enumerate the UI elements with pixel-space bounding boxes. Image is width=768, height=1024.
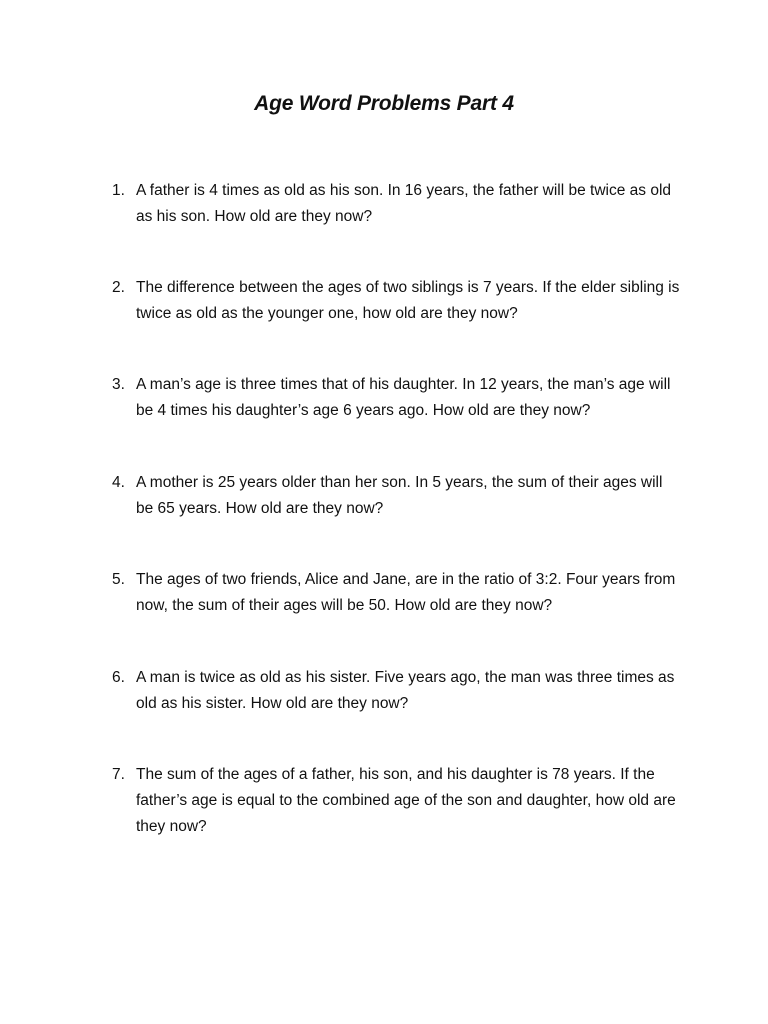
page-title: Age Word Problems Part 4 [254, 92, 514, 115]
problem-text: A father is 4 times as old as his son. In 16 years, the father will be twice as old as his son. How old are they now? [136, 182, 672, 225]
problem-number: 1. [112, 182, 125, 199]
problem-item-3 [112, 372, 682, 424]
problem-text: The sum of the ages of a father, his son, and his daughter is 78 years. If the father’s age is equal to the combined age of the son and daughter, how old are they now? [136, 766, 676, 835]
problem-item-4 [112, 470, 682, 522]
problem-text: The ages of two friends, Alice and Jane, are in the ratio of 3:2. Four years from now, the sum of their ages will be 50. How old are they now? [136, 571, 676, 614]
problem-number: 6. [112, 669, 125, 686]
problem-number: 5. [112, 571, 125, 588]
problem-number: 2. [112, 279, 125, 296]
problem-text: A man is twice as old as his sister. Five years ago, the man was three times as old as his sister. How old are they now? [136, 669, 675, 712]
problem-number: 4. [112, 474, 125, 491]
problem-item-2 [112, 275, 682, 327]
problem-text: A man’s age is three times that of his daughter. In 12 years, the man’s age will be 4 times his daughter’s age 6 years ago. How old are they now? [136, 376, 671, 419]
problem-number: 7. [112, 766, 125, 783]
problem-number: 3. [112, 376, 125, 393]
problem-item-5 [112, 567, 682, 619]
problem-text: A mother is 25 years older than her son. In 5 years, the sum of their ages will be 65 years. How old are they now? [136, 474, 663, 517]
problem-item-1 [112, 178, 682, 230]
problem-text: The difference between the ages of two siblings is 7 years. If the elder sibling is twice as old as the younger one, how old are they now? [136, 279, 680, 322]
problem-item-6 [112, 665, 682, 717]
problem-item-7 [112, 762, 682, 840]
